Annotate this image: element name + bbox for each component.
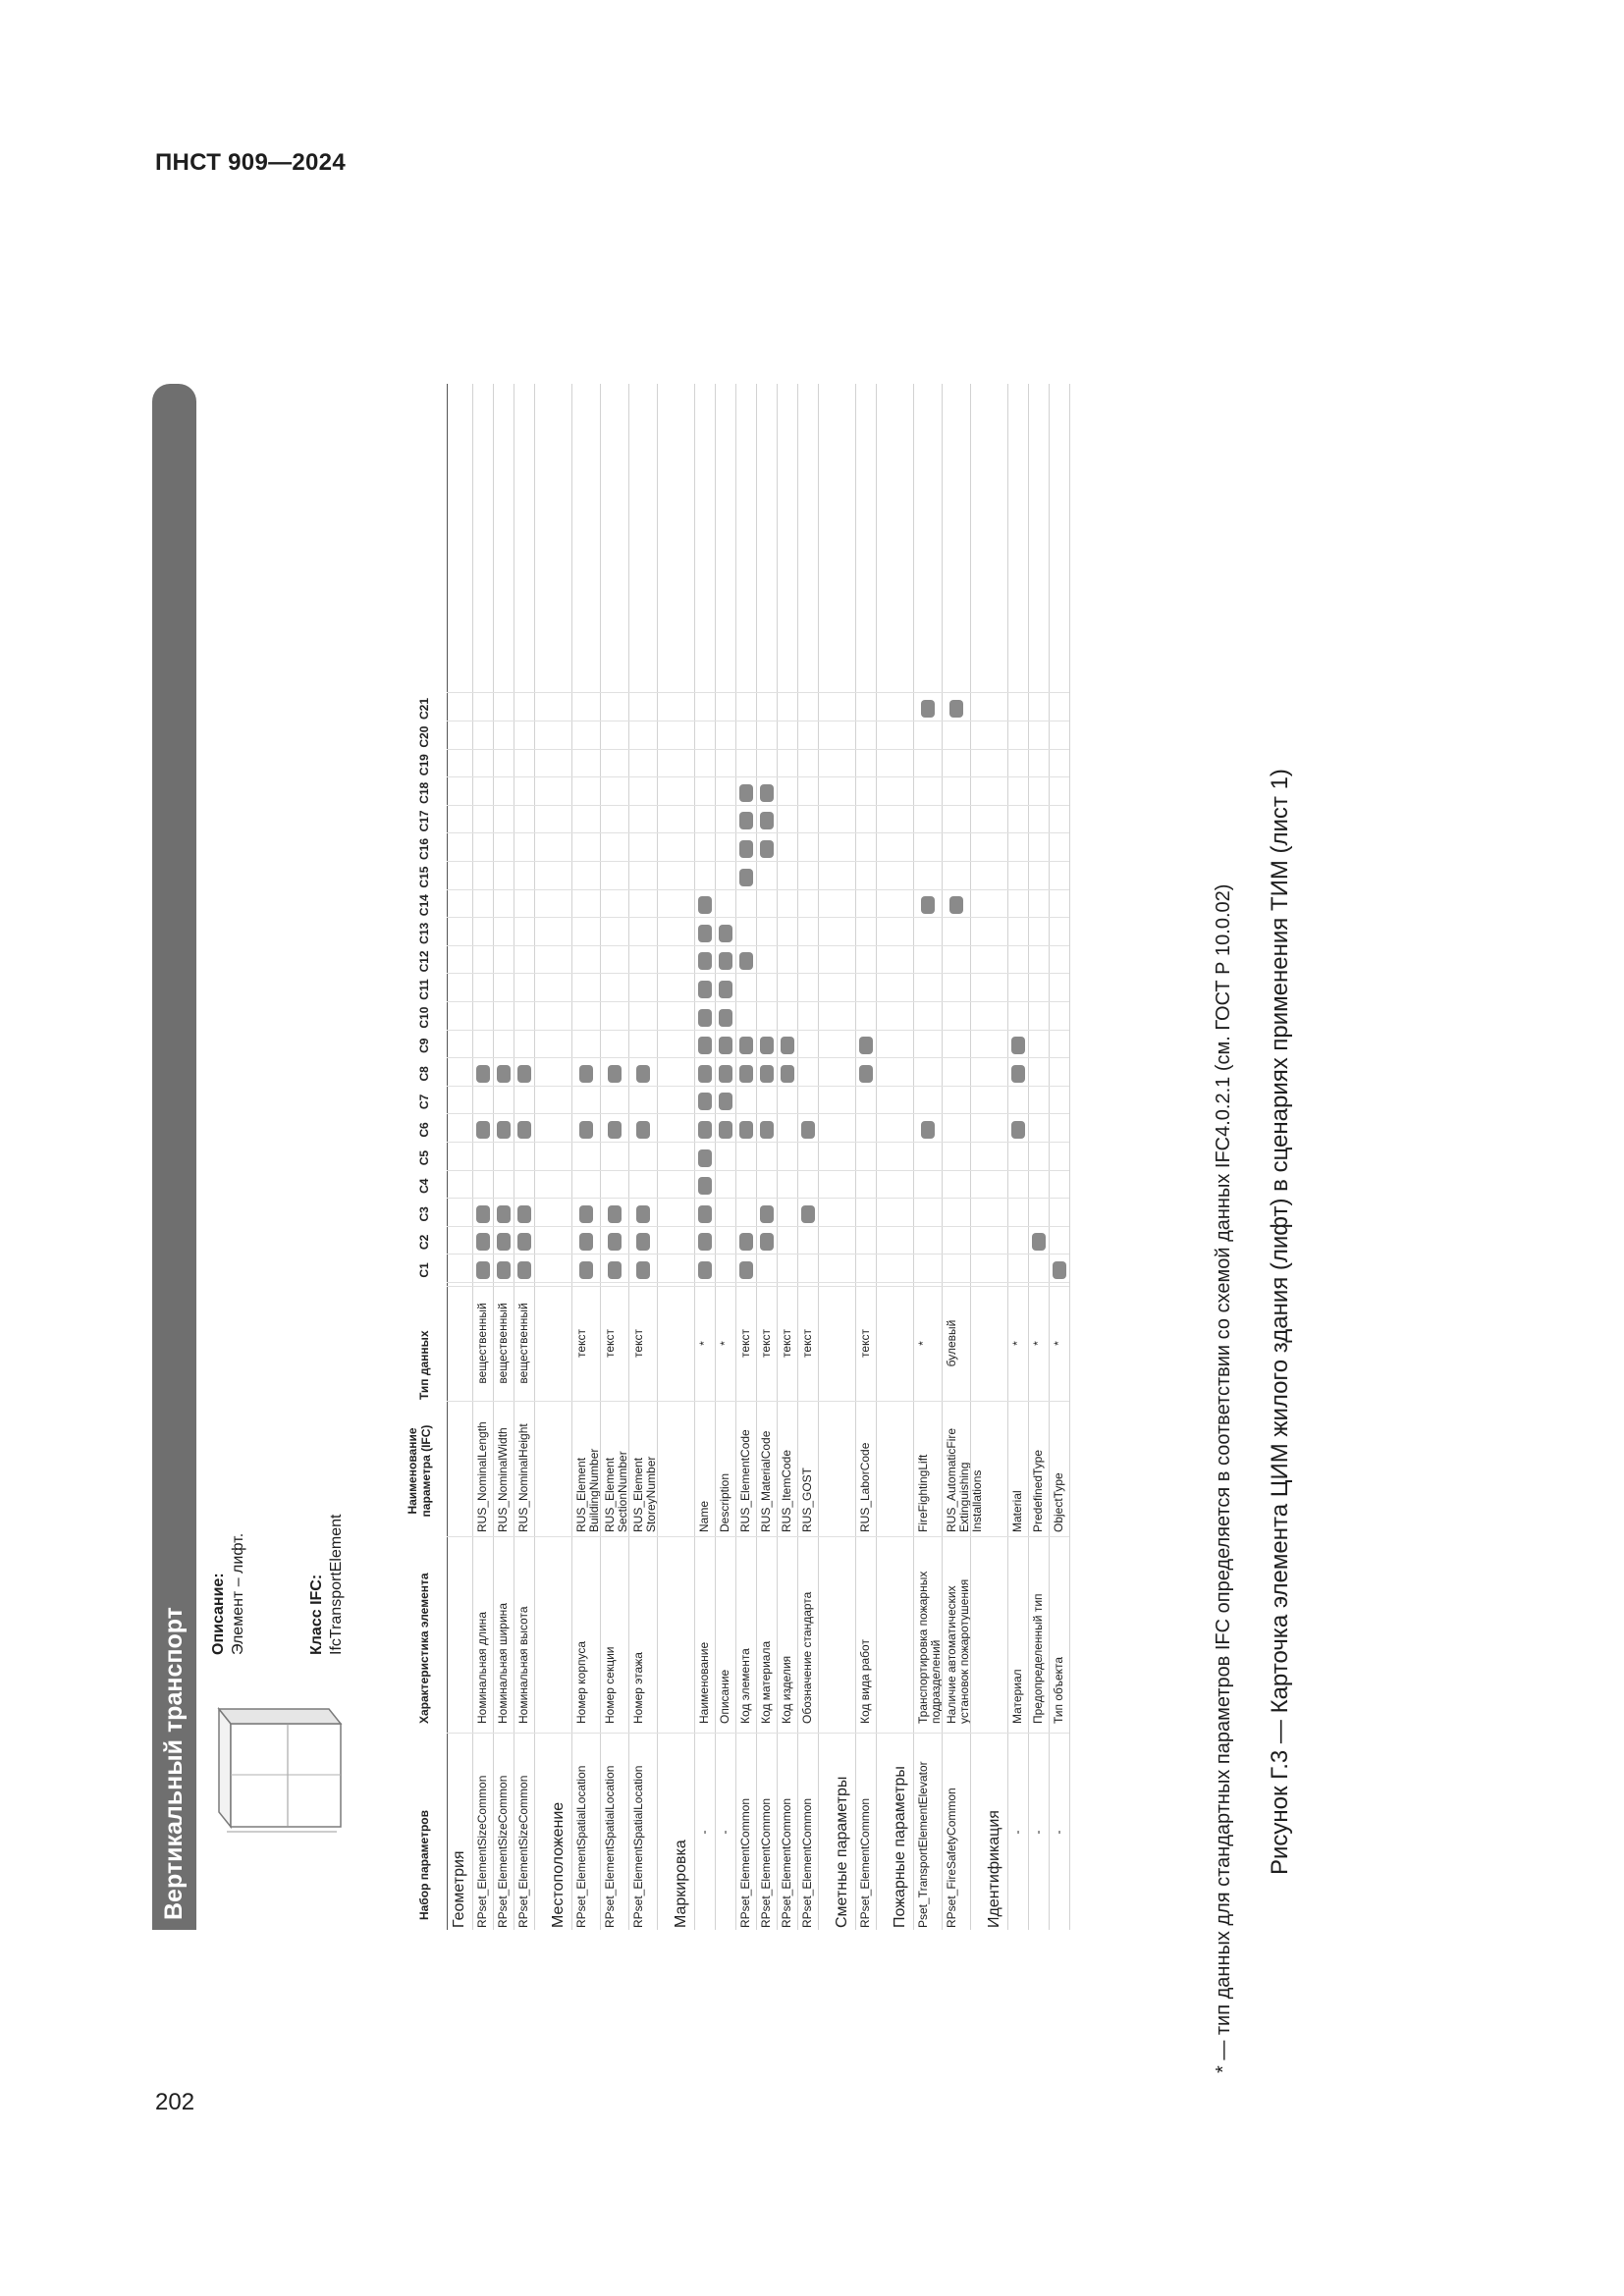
cell-pset: RPset_ElementSizeCommon bbox=[496, 1775, 510, 1928]
column-divider bbox=[447, 1170, 1069, 1171]
scenario-mark-c3 bbox=[579, 1205, 593, 1223]
scenario-mark-c3 bbox=[636, 1205, 650, 1223]
row-divider bbox=[970, 384, 971, 1930]
cell-pset: RPset_ElementSpatialLocation bbox=[631, 1765, 645, 1928]
scenario-mark-c3 bbox=[476, 1205, 490, 1223]
row-divider bbox=[571, 384, 572, 1930]
scenario-mark-c17 bbox=[739, 812, 753, 829]
scenario-mark-c9 bbox=[739, 1037, 753, 1054]
cell-characteristic: Номинальная длина bbox=[475, 1612, 489, 1724]
scenario-mark-c2 bbox=[579, 1233, 593, 1251]
scenario-mark-c6 bbox=[1011, 1121, 1025, 1139]
cell-pset: RPset_ElementCommon bbox=[800, 1797, 814, 1928]
row-divider bbox=[1069, 384, 1070, 1930]
column-divider bbox=[447, 1401, 1069, 1402]
cell-data-type: текст bbox=[800, 1329, 814, 1358]
scenario-header-c8: C8 bbox=[417, 1066, 431, 1082]
cell-param-name: RUS_NominalLength bbox=[475, 1421, 489, 1532]
column-divider bbox=[447, 692, 1069, 693]
scenario-mark-c7 bbox=[719, 1093, 732, 1110]
cell-characteristic: Транспортировка пожарных подразделений bbox=[916, 1571, 943, 1724]
cell-data-type: текст bbox=[780, 1329, 793, 1358]
scenario-mark-c8 bbox=[781, 1065, 794, 1083]
group-title: Идентификация bbox=[986, 1810, 1002, 1928]
column-divider bbox=[447, 1198, 1069, 1199]
scenario-header-c15: C15 bbox=[417, 866, 431, 888]
scenario-mark-c1 bbox=[608, 1261, 622, 1279]
cell-param-name: RUS_Element SectionNumber bbox=[603, 1451, 629, 1532]
group-title: Маркировка bbox=[673, 1840, 689, 1928]
cell-data-type: текст bbox=[738, 1329, 752, 1358]
cell-characteristic: Наименование bbox=[697, 1641, 711, 1724]
column-divider bbox=[447, 749, 1069, 750]
cell-pset: - bbox=[1031, 1830, 1045, 1835]
column-divider bbox=[447, 917, 1069, 918]
row-divider bbox=[876, 384, 877, 1930]
cell-data-type: * bbox=[1052, 1341, 1065, 1346]
cell-pset: - bbox=[697, 1830, 711, 1835]
footnote: * — тип данных для стандартных параметров IFC определяется в соответствии со схемой данных IFC4.0.2.1 (см. ГОСТ Р 10.0.02) bbox=[1213, 883, 1234, 2073]
scenario-mark-c6 bbox=[497, 1121, 511, 1139]
scenario-mark-c17 bbox=[760, 812, 774, 829]
row-divider bbox=[942, 384, 943, 1930]
scenario-mark-c8 bbox=[579, 1065, 593, 1083]
cell-characteristic: Номинальная ширина bbox=[496, 1603, 510, 1724]
row-divider bbox=[855, 384, 856, 1930]
cell-data-type: текст bbox=[603, 1329, 617, 1358]
cell-pset: RPset_FireSafetyCommon bbox=[945, 1788, 958, 1928]
card-title: Вертикальный транспорт bbox=[160, 1607, 188, 1920]
column-divider bbox=[447, 1113, 1069, 1114]
scenario-mark-c8 bbox=[1011, 1065, 1025, 1083]
row-divider bbox=[657, 384, 658, 1930]
scenario-mark-c4 bbox=[698, 1177, 712, 1195]
scenario-mark-c12 bbox=[719, 952, 732, 970]
ifc-class-label: Класс IFC: bbox=[308, 1574, 325, 1655]
scenario-header-c10: C10 bbox=[417, 1006, 431, 1029]
row-divider bbox=[628, 384, 629, 1930]
scenario-mark-c21 bbox=[921, 700, 935, 718]
scenario-mark-c9 bbox=[760, 1037, 774, 1054]
scenario-mark-c1 bbox=[476, 1261, 490, 1279]
cell-characteristic: Код изделия bbox=[780, 1655, 793, 1724]
row-divider bbox=[818, 384, 819, 1930]
scenario-header-c16: C16 bbox=[417, 838, 431, 861]
row-divider bbox=[913, 384, 914, 1930]
column-divider bbox=[447, 861, 1069, 862]
cell-characteristic: Код вида работ bbox=[858, 1639, 872, 1724]
scenario-mark-c9 bbox=[1011, 1037, 1025, 1054]
description-label: Описание: bbox=[210, 1573, 227, 1655]
scenario-mark-c3 bbox=[760, 1205, 774, 1223]
scenario-mark-c11 bbox=[698, 981, 712, 998]
cell-data-type: * bbox=[1031, 1341, 1045, 1346]
scenario-mark-c12 bbox=[739, 952, 753, 970]
cell-pset: RPset_ElementCommon bbox=[759, 1797, 773, 1928]
ifc-class-value: IfcTransportElement bbox=[328, 1514, 345, 1655]
header-divider bbox=[447, 384, 448, 1930]
cell-data-type: вещественный bbox=[475, 1303, 489, 1384]
scenario-mark-c8 bbox=[476, 1065, 490, 1083]
scenario-mark-c9 bbox=[698, 1037, 712, 1054]
scenario-mark-c3 bbox=[698, 1205, 712, 1223]
cell-param-name: Material bbox=[1010, 1490, 1024, 1532]
column-divider bbox=[447, 1142, 1069, 1143]
cell-characteristic: Наличие автоматических установок пожаротушения bbox=[945, 1578, 971, 1724]
scenario-mark-c10 bbox=[719, 1009, 732, 1027]
scenario-mark-c14 bbox=[949, 896, 963, 914]
cell-param-name: PredefinedType bbox=[1031, 1449, 1045, 1532]
scenario-mark-c1 bbox=[698, 1261, 712, 1279]
description-block bbox=[209, 1533, 248, 1655]
scenario-header-c21: C21 bbox=[417, 698, 431, 721]
row-divider bbox=[1049, 384, 1050, 1930]
scenario-mark-c14 bbox=[921, 896, 935, 914]
column-divider bbox=[447, 1282, 1069, 1283]
scenario-mark-c7 bbox=[698, 1093, 712, 1110]
row-divider bbox=[797, 384, 798, 1930]
cell-data-type: текст bbox=[759, 1329, 773, 1358]
cell-characteristic: Номер этажа bbox=[631, 1652, 645, 1724]
column-divider bbox=[447, 1001, 1069, 1002]
column-divider bbox=[447, 889, 1069, 890]
column-header-pset: Набор параметров bbox=[417, 1810, 431, 1920]
scenario-mark-c2 bbox=[760, 1233, 774, 1251]
column-divider bbox=[447, 776, 1069, 777]
cell-characteristic: Обозначение стандарта bbox=[800, 1591, 814, 1724]
column-header-type: Тип данных bbox=[417, 1330, 431, 1400]
scenario-mark-c6 bbox=[921, 1121, 935, 1139]
scenario-mark-c6 bbox=[719, 1121, 732, 1139]
scenario-mark-c6 bbox=[517, 1121, 531, 1139]
scenario-mark-c6 bbox=[698, 1121, 712, 1139]
column-divider bbox=[447, 1536, 1069, 1537]
scenario-mark-c16 bbox=[760, 840, 774, 858]
column-divider bbox=[447, 1030, 1069, 1031]
scenario-mark-c18 bbox=[739, 784, 753, 802]
scenario-mark-c1 bbox=[1053, 1261, 1066, 1279]
scenario-mark-c1 bbox=[579, 1261, 593, 1279]
scenario-mark-c2 bbox=[497, 1233, 511, 1251]
scenario-mark-c6 bbox=[579, 1121, 593, 1139]
cell-data-type: вещественный bbox=[496, 1303, 510, 1384]
scenario-mark-c1 bbox=[517, 1261, 531, 1279]
cell-param-name: ObjectType bbox=[1052, 1472, 1065, 1532]
cell-param-name: Name bbox=[697, 1500, 711, 1532]
cell-pset: RPset_ElementCommon bbox=[858, 1797, 872, 1928]
ifc-class-block bbox=[307, 1515, 347, 1655]
column-divider bbox=[447, 832, 1069, 833]
scenario-mark-c5 bbox=[698, 1149, 712, 1167]
scenario-header-c5: C5 bbox=[417, 1149, 431, 1166]
cell-data-type: булевый bbox=[945, 1319, 958, 1367]
cell-param-name: RUS_AutomaticFire Extinguishing Installations bbox=[945, 1427, 984, 1532]
scenario-mark-c8 bbox=[517, 1065, 531, 1083]
cell-param-name: RUS_MaterialCode bbox=[759, 1430, 773, 1532]
scenario-mark-c8 bbox=[739, 1065, 753, 1083]
column-divider bbox=[447, 1733, 1069, 1734]
scenario-mark-c6 bbox=[608, 1121, 622, 1139]
cell-pset: Pset_TransportElementElevator bbox=[916, 1761, 930, 1928]
scenario-mark-c15 bbox=[739, 869, 753, 886]
scenario-mark-c13 bbox=[719, 925, 732, 942]
cell-characteristic: Код элемента bbox=[738, 1648, 752, 1724]
document-code: ПНСТ 909—2024 bbox=[155, 149, 346, 176]
cell-characteristic: Номинальная высота bbox=[516, 1606, 530, 1724]
column-header-param: Наименование параметра (IFC) bbox=[406, 1424, 433, 1518]
scenario-mark-c2 bbox=[1032, 1233, 1046, 1251]
cell-pset: - bbox=[1052, 1830, 1065, 1835]
row-divider bbox=[735, 384, 736, 1930]
cell-param-name: RUS_ItemCode bbox=[780, 1449, 793, 1532]
scenario-header-c20: C20 bbox=[417, 725, 431, 748]
scenario-mark-c9 bbox=[781, 1037, 794, 1054]
row-divider bbox=[777, 384, 778, 1930]
cell-pset: RPset_ElementSizeCommon bbox=[516, 1775, 530, 1928]
scenario-mark-c6 bbox=[739, 1121, 753, 1139]
description-text: Элемент – лифт. bbox=[230, 1532, 246, 1655]
column-divider bbox=[447, 973, 1069, 974]
scenario-mark-c2 bbox=[608, 1233, 622, 1251]
scenario-mark-c12 bbox=[698, 952, 712, 970]
column-divider bbox=[447, 1226, 1069, 1227]
scenario-mark-c8 bbox=[698, 1065, 712, 1083]
cell-param-name: RUS_LaborCode bbox=[858, 1442, 872, 1532]
scenario-header-c19: C19 bbox=[417, 754, 431, 776]
group-title: Сметные параметры bbox=[834, 1776, 850, 1928]
cell-data-type: * bbox=[916, 1341, 930, 1346]
scenario-header-c2: C2 bbox=[417, 1234, 431, 1251]
scenario-mark-c3 bbox=[497, 1205, 511, 1223]
row-divider bbox=[1007, 384, 1008, 1930]
scenario-mark-c1 bbox=[497, 1261, 511, 1279]
group-title: Геометрия bbox=[451, 1850, 467, 1928]
scenario-header-c9: C9 bbox=[417, 1038, 431, 1053]
cell-characteristic: Номер корпуса bbox=[574, 1640, 588, 1724]
cell-param-name: RUS_GOST bbox=[800, 1467, 814, 1532]
scenario-mark-c11 bbox=[719, 981, 732, 998]
scenario-header-c4: C4 bbox=[417, 1178, 431, 1194]
cell-data-type: * bbox=[718, 1341, 731, 1346]
scenario-mark-c8 bbox=[719, 1065, 732, 1083]
scenario-mark-c18 bbox=[760, 784, 774, 802]
scenario-header-c3: C3 bbox=[417, 1206, 431, 1222]
scenario-mark-c6 bbox=[801, 1121, 815, 1139]
scenario-header-c17: C17 bbox=[417, 810, 431, 832]
scenario-mark-c8 bbox=[760, 1065, 774, 1083]
scenario-mark-c14 bbox=[698, 896, 712, 914]
scenario-mark-c6 bbox=[476, 1121, 490, 1139]
scenario-mark-c1 bbox=[636, 1261, 650, 1279]
scenario-header-c12: C12 bbox=[417, 950, 431, 973]
scenario-header-c7: C7 bbox=[417, 1094, 431, 1110]
scenario-mark-c2 bbox=[476, 1233, 490, 1251]
scenario-mark-c9 bbox=[719, 1037, 732, 1054]
row-divider bbox=[715, 384, 716, 1930]
cell-pset: RPset_ElementSizeCommon bbox=[475, 1775, 489, 1928]
scenario-mark-c13 bbox=[698, 925, 712, 942]
cell-data-type: текст bbox=[574, 1329, 588, 1358]
scenario-mark-c2 bbox=[698, 1233, 712, 1251]
column-divider bbox=[447, 1057, 1069, 1058]
cell-data-type: текст bbox=[631, 1329, 645, 1358]
cell-pset: RPset_ElementSpatialLocation bbox=[603, 1765, 617, 1928]
scenario-mark-c8 bbox=[859, 1065, 873, 1083]
scenario-mark-c6 bbox=[760, 1121, 774, 1139]
cell-characteristic: Код материала bbox=[759, 1640, 773, 1724]
column-divider bbox=[447, 1086, 1069, 1087]
scenario-mark-c3 bbox=[517, 1205, 531, 1223]
row-divider bbox=[534, 384, 535, 1930]
cell-characteristic: Номер секции bbox=[603, 1646, 617, 1724]
card-title-banner bbox=[152, 384, 196, 1930]
scenario-mark-c1 bbox=[739, 1261, 753, 1279]
column-divider bbox=[447, 1254, 1069, 1255]
scenario-mark-c2 bbox=[739, 1233, 753, 1251]
scenario-header-c1: C1 bbox=[417, 1262, 431, 1278]
cell-data-type: * bbox=[697, 1341, 711, 1346]
cell-param-name: RUS_NominalHeight bbox=[516, 1423, 530, 1532]
scenario-header-c6: C6 bbox=[417, 1122, 431, 1138]
scenario-header-c11: C11 bbox=[417, 979, 431, 1000]
scenario-mark-c16 bbox=[739, 840, 753, 858]
figure-caption: Рисунок Г.3 — Карточка элемента ЦИМ жилого здания (лифт) в сценариях применения ТИМ (лист 1) bbox=[1267, 769, 1293, 1875]
cell-characteristic: Предопределенный тип bbox=[1031, 1593, 1045, 1724]
cell-data-type: текст bbox=[858, 1329, 872, 1358]
scenario-mark-c2 bbox=[517, 1233, 531, 1251]
cell-data-type: * bbox=[1010, 1341, 1024, 1346]
group-title: Местоположение bbox=[550, 1801, 567, 1928]
scenario-mark-c8 bbox=[636, 1065, 650, 1083]
cell-param-name: RUS_Element BuildingNumber bbox=[574, 1448, 601, 1532]
scenario-header-c14: C14 bbox=[417, 894, 431, 917]
cell-param-name: FireFightingLift bbox=[916, 1454, 930, 1532]
cell-data-type: вещественный bbox=[516, 1303, 530, 1384]
scenario-mark-c3 bbox=[801, 1205, 815, 1223]
row-divider bbox=[1028, 384, 1029, 1930]
column-divider bbox=[447, 1286, 1069, 1287]
column-header-characteristic: Характеристика элемента bbox=[417, 1573, 431, 1724]
column-divider bbox=[447, 805, 1069, 806]
cell-param-name: Description bbox=[718, 1472, 731, 1532]
cell-pset: RPset_ElementCommon bbox=[738, 1797, 752, 1928]
row-divider bbox=[600, 384, 601, 1930]
page-number: 202 bbox=[155, 2089, 195, 2115]
column-divider bbox=[447, 945, 1069, 946]
scenario-mark-c8 bbox=[608, 1065, 622, 1083]
scenario-header-c18: C18 bbox=[417, 781, 431, 804]
cell-param-name: RUS_Element StoreyNumber bbox=[631, 1456, 658, 1532]
elevator-illustration bbox=[209, 1684, 347, 1871]
scenario-mark-c10 bbox=[698, 1009, 712, 1027]
row-divider bbox=[694, 384, 695, 1930]
cell-param-name: RUS_ElementCode bbox=[738, 1429, 752, 1532]
scenario-mark-c9 bbox=[859, 1037, 873, 1054]
scenario-mark-c8 bbox=[497, 1065, 511, 1083]
group-title: Пожарные параметры bbox=[892, 1766, 908, 1928]
cell-pset: - bbox=[718, 1830, 731, 1835]
scenario-mark-c21 bbox=[949, 700, 963, 718]
scenario-mark-c2 bbox=[636, 1233, 650, 1251]
cell-characteristic: Материал bbox=[1010, 1669, 1024, 1724]
scenario-mark-c3 bbox=[608, 1205, 622, 1223]
row-divider bbox=[756, 384, 757, 1930]
scenario-mark-c6 bbox=[636, 1121, 650, 1139]
row-divider bbox=[472, 384, 473, 1930]
cell-characteristic: Тип объекта bbox=[1052, 1656, 1065, 1724]
scenario-header-c13: C13 bbox=[417, 922, 431, 944]
element-card bbox=[152, 384, 1213, 1930]
cell-characteristic: Описание bbox=[718, 1669, 731, 1724]
cell-param-name: RUS_NominalWidth bbox=[496, 1427, 510, 1532]
cell-pset: RPset_ElementCommon bbox=[780, 1797, 793, 1928]
cell-pset: - bbox=[1010, 1830, 1024, 1835]
row-divider bbox=[493, 384, 494, 1930]
cell-pset: RPset_ElementSpatialLocation bbox=[574, 1765, 588, 1928]
